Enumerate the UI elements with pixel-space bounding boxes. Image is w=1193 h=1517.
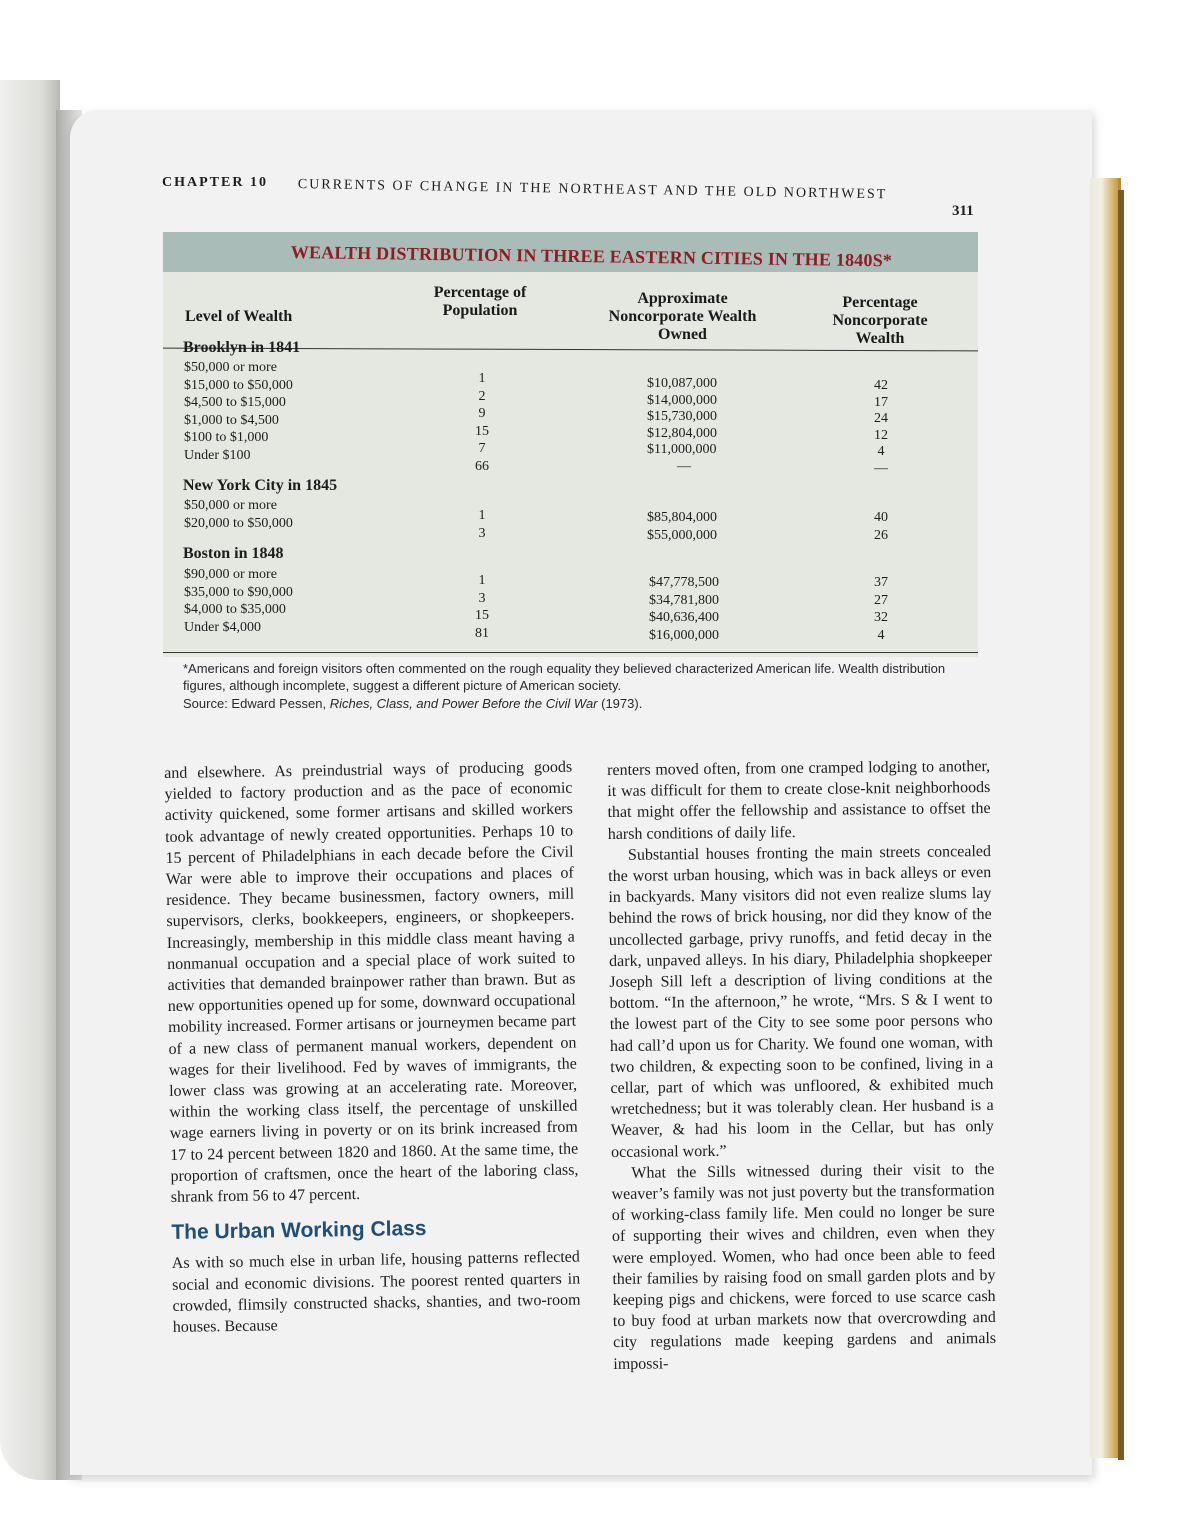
source-suffix: (1973).	[597, 696, 643, 711]
table-cell: $1,000 to $4,500	[184, 412, 279, 428]
table-cell: 81	[475, 625, 489, 641]
table-cell: 37	[874, 575, 888, 590]
column-header-wealth-owned: Approximate Noncorporate Wealth Owned	[608, 290, 757, 343]
page-number: 311	[952, 203, 974, 219]
table-cell: $14,000,000	[647, 392, 717, 408]
body-paragraph: renters moved often, from one cramped lodging to another, it was difficult for them to create close-knit neighborhoods that might offer the fellowship and assistance to offset the harsh conditions of daily life.	[607, 757, 991, 843]
new-york-wealth-owned	[647, 509, 717, 544]
running-head	[162, 175, 892, 215]
table-cell: Under $4,000	[184, 619, 261, 635]
table-bottom-rule	[163, 652, 978, 653]
new-york-pct-population	[462, 507, 502, 542]
table-cell: 42	[874, 378, 888, 393]
new-york-pct-wealth	[861, 509, 901, 544]
table-cell: 1	[478, 371, 486, 386]
table-cell: $4,500 to $15,000	[184, 395, 286, 410]
table-cell: $35,000 to $90,000	[184, 584, 293, 600]
source-title: Riches, Class, and Power Before the Civil War	[329, 696, 598, 711]
table-cell: 2	[478, 388, 486, 404]
body-paragraph: As with so much else in urban life, housing patterns reflected social and economic divisions. The poorest rented quarters in crowded, flimsily constructed shacks, shanties, and two-room houses. Because	[171, 1248, 581, 1337]
table-cell: $20,000 to $50,000	[184, 515, 293, 531]
table-cell: $50,000 or more	[184, 498, 277, 513]
brooklyn-pct-wealth	[861, 378, 901, 477]
table-cell: 27	[874, 592, 888, 608]
brooklyn-levels	[184, 359, 293, 464]
group-label-brooklyn: Brooklyn in 1841	[183, 339, 301, 356]
table-cell: 3	[478, 590, 486, 606]
table-cell: 40	[874, 510, 888, 525]
table-cell: 24	[874, 411, 888, 426]
table-cell: 17	[874, 394, 888, 410]
body-paragraph: What the Sills witnessed during their visit to the weaver’s family was not just poverty but the transformation of working-class family life. Men could no longer be sure of supporting their wives and children, even when they were employed. Women, who had once been able to feed their families by raising food on small garden plots and by keeping pigs and chickens, were forced to use scarce cash to buy food at urban markets now that overcrowding and city regulations made keeping gardens and animals impossi-	[611, 1160, 997, 1373]
table-cell: 66	[475, 458, 489, 474]
table-cell: $4,000 to $35,000	[184, 602, 286, 617]
table-cell: 26	[874, 527, 888, 543]
boston-pct-population	[462, 572, 502, 642]
table-cell: 12	[874, 427, 888, 443]
source-line	[183, 695, 953, 712]
table-cell: $50,000 or more	[184, 360, 277, 375]
table-cell: 7	[478, 441, 486, 456]
boston-pct-wealth	[861, 574, 901, 644]
table-title: WEALTH DISTRIBUTION IN THREE EASTERN CITIES IN THE 1840S*	[290, 242, 893, 271]
boston-wealth-owned	[649, 574, 719, 644]
brooklyn-wealth-owned	[647, 376, 717, 475]
table-cell: 3	[478, 525, 486, 541]
wealth-table	[163, 232, 978, 657]
column-header-pct-wealth: Percentage Noncorporate Wealth	[832, 294, 928, 347]
table-cell: 1	[478, 508, 486, 523]
table-cell: Under $100	[184, 447, 251, 463]
table-cell: 9	[478, 406, 486, 421]
table-title-banner	[163, 232, 978, 272]
source-prefix: Source: Edward Pessen,	[183, 696, 330, 711]
body-column-left	[164, 757, 581, 1339]
body-paragraph: and elsewhere. As preindustrial ways of producing goods yielded to factory production and as the pace of economic activity quickened, some former artisans and skilled workers took advantage of newly created opportunities. Perhaps 10 to 15 percent of Philadelphians in each decade before the Civil War were able to improve their occupations and places of residence. They became businessmen, factory owners, mill supervisors, clerks, bookkeepers, engineers, or shopkeepers. Increasingly, membership in this middle class meant having a nonmanual occupation and a special place of work suited to activities that demanded brainpower rather than brawn. But as new opportunities opened up for some, downward occupational mobility increased. Former artisans or journeymen became part of a new class of permanent manual workers, dependent on wages for their livelihood. Fed by waves of immigrants, the lower class was growing at an accelerating rate. Moreover, within the working class itself, the percentage of unskilled wage earners living in poverty or on its brink increased from 17 to 24 percent between 1820 and 1860. At the same time, the proportion of craftsmen, once the heart of the laboring class, shrank from 56 to 47 percent.	[164, 758, 579, 1207]
table-cell: —	[874, 460, 888, 476]
new-york-levels	[184, 497, 293, 532]
column-header-pct-population: Percentage of Population	[433, 284, 527, 319]
table-cell: $16,000,000	[649, 627, 719, 643]
group-label-new-york: New York City in 1845	[183, 477, 338, 494]
table-cell: 15	[475, 608, 489, 623]
table-cell: $15,730,000	[647, 409, 717, 424]
body-paragraph: Substantial houses fronting the main streets concealed the worst urban housing, which was in back alleys or even in backyards. Many visitors did not even realize slums lay behind the rows of brick housing, nor did they know of the uncollected garbage, privy runoffs, and fetid decay in the dark, unpaved alleys. In his diary, Philadelphia shopkeeper Joseph Sill left a description of living conditions at the bottom. “In the afternoon,” he wrote, “Mrs. S & I went to the lowest part of the City to see some poor persons who had call’d upon us for Charity. We found one woman, with two children, & expecting soon to be confined, living in a cellar, part of which was unfloored, & exhibited much wretchedness; but it was tolerably clean. Her husband is a Weaver, & had his loom in the Cellar, but has only occasional work.”	[608, 842, 994, 1161]
table-cell: 1	[478, 573, 486, 588]
table-cell: $85,804,000	[647, 510, 717, 525]
table-cell: 32	[874, 610, 888, 625]
section-heading: The Urban Working Class	[171, 1217, 427, 1245]
table-cell: $15,000 to $50,000	[184, 377, 293, 393]
brooklyn-pct-population	[462, 370, 502, 475]
table-cell: $47,778,500	[649, 575, 719, 590]
facing-page-edge	[0, 80, 60, 1480]
page-block-edge	[1090, 178, 1121, 1458]
table-cell: $11,000,000	[647, 442, 717, 457]
table-cell: $34,781,800	[649, 592, 719, 608]
table-cell: $55,000,000	[647, 527, 717, 543]
column-header-level: Level of Wealth	[185, 308, 293, 325]
table-cell: $40,636,400	[649, 610, 719, 625]
body-column-right	[607, 756, 996, 1375]
group-label-boston: Boston in 1848	[183, 545, 284, 562]
table-cell: $12,804,000	[647, 425, 717, 441]
table-cell: $10,087,000	[647, 376, 717, 391]
table-cell: 15	[475, 423, 489, 439]
table-cell: 4	[877, 444, 885, 459]
table-cell: —	[677, 458, 691, 474]
chapter-title: CURRENTS OF CHANGE IN THE NORTHEAST AND THE OLD NORTHWEST	[297, 177, 888, 203]
boston-levels	[184, 566, 293, 636]
table-footnote	[183, 660, 953, 712]
footnote-text: *Americans and foreign visitors often commented on the rough equality they believed characterized American life. Wealth distribution figures, although incomplete, suggest a different picture of American society.	[183, 661, 946, 693]
table-cell: $100 to $1,000	[184, 430, 269, 445]
table-cell: $90,000 or more	[184, 567, 277, 582]
chapter-label: CHAPTER 10	[162, 175, 268, 190]
book-cover-edge	[1118, 190, 1124, 1460]
table-cell: 4	[877, 627, 885, 643]
